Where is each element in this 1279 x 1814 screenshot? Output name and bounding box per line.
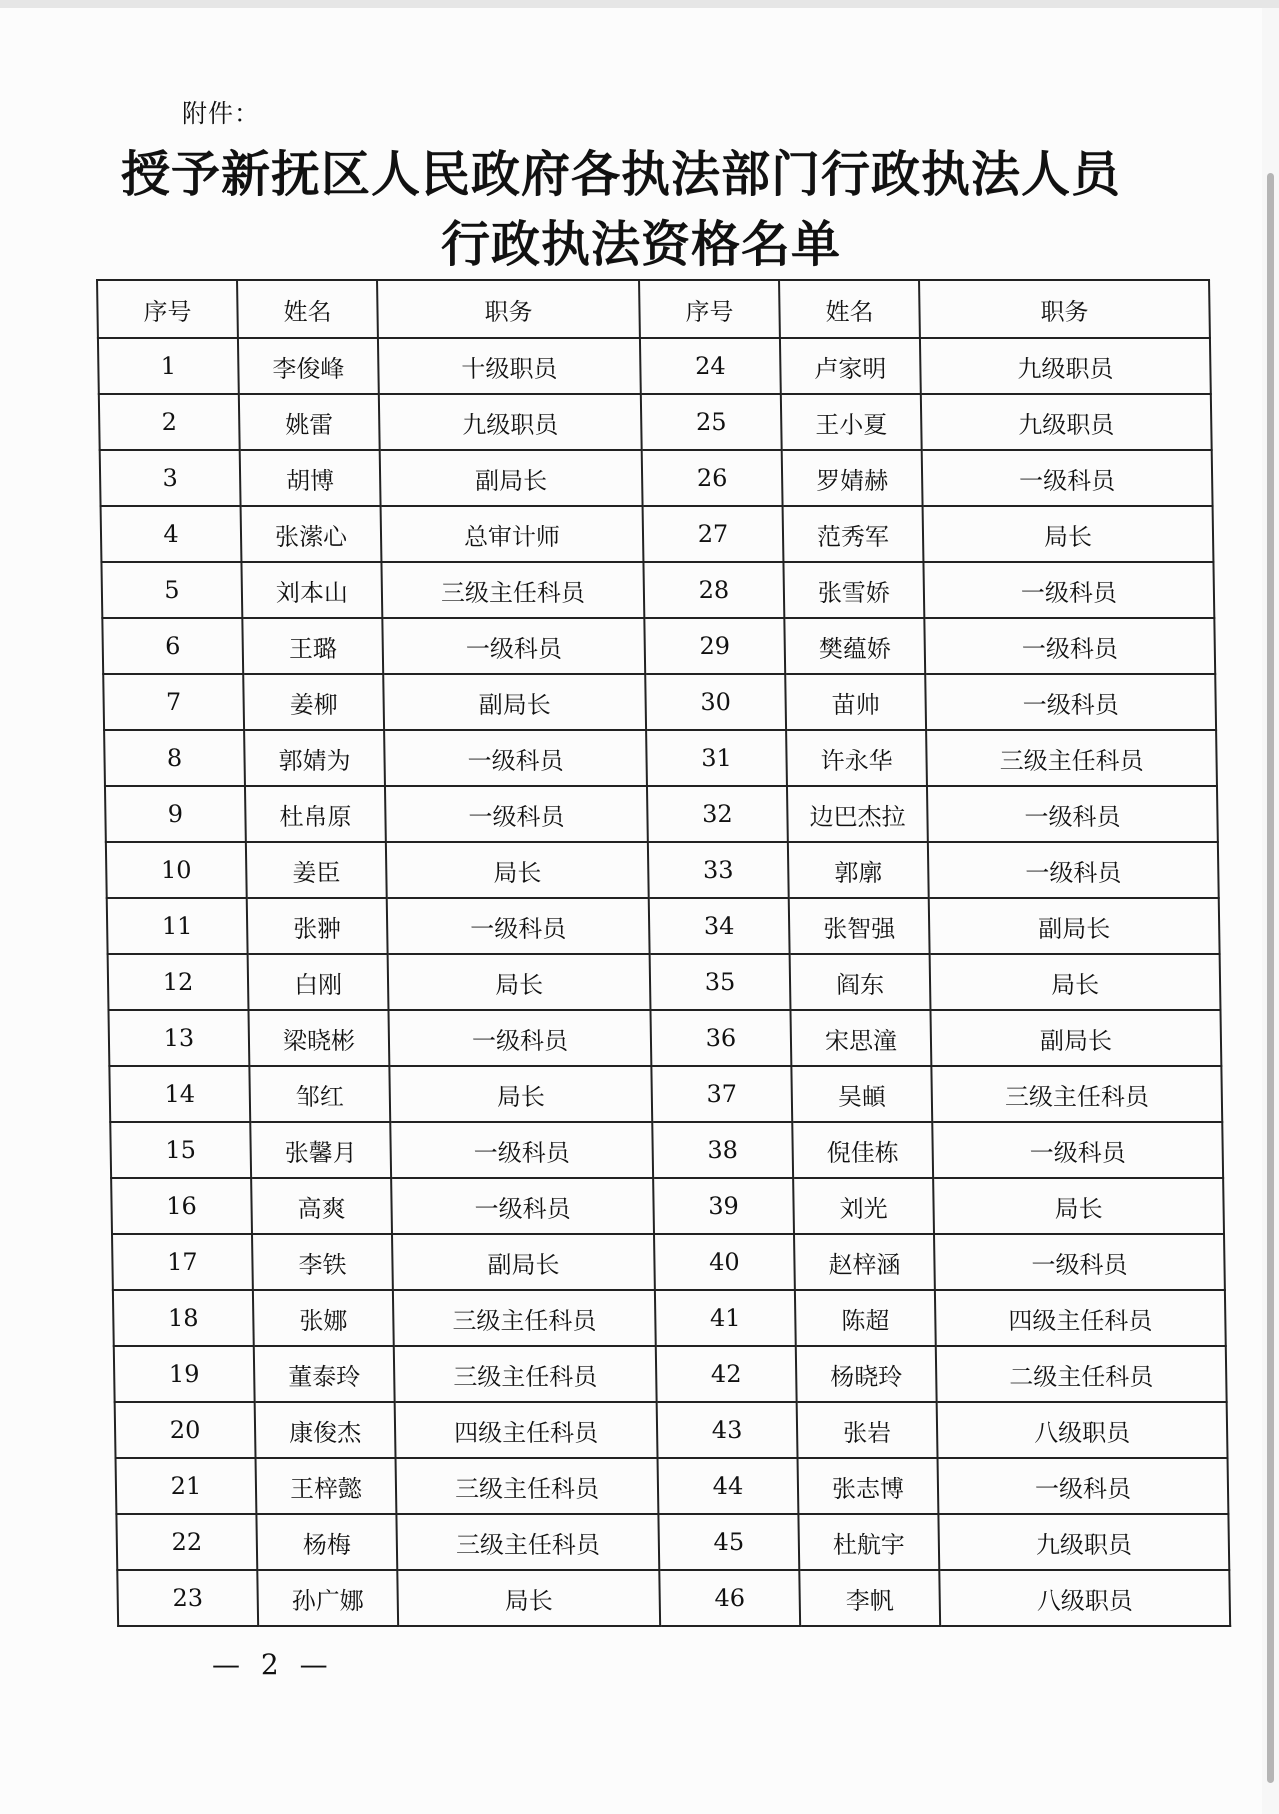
name-cell: 康俊杰 [255, 1402, 396, 1458]
seq-cell: 44 [658, 1458, 799, 1514]
seq-cell: 36 [650, 1010, 791, 1066]
table-row [106, 842, 1219, 898]
position-cell: 九级职员 [938, 1514, 1229, 1570]
position-cell: 一级科员 [387, 898, 650, 954]
seq-cell: 12 [108, 954, 249, 1010]
name-cell: 张娜 [253, 1290, 394, 1346]
name-cell: 董泰玲 [254, 1346, 395, 1402]
position-cell: 一级科员 [388, 1010, 651, 1066]
position-cell: 副局长 [380, 450, 643, 506]
position-cell: 三级主任科员 [381, 562, 644, 618]
name-cell: 邹红 [249, 1066, 390, 1122]
name-cell: 高爽 [251, 1178, 392, 1234]
name-cell: 许永华 [786, 730, 927, 786]
seq-cell: 27 [643, 506, 784, 562]
table-row [117, 1570, 1230, 1626]
name-cell: 宋思潼 [790, 1010, 931, 1066]
position-cell: 一级科员 [928, 842, 1219, 898]
name-cell: 胡博 [240, 450, 381, 506]
name-cell: 罗婧赫 [782, 450, 923, 506]
table-row [108, 1010, 1221, 1066]
table-row [102, 618, 1215, 674]
top-bar [0, 0, 1279, 8]
header-cell: 职务 [919, 280, 1210, 338]
position-cell: 副局长 [930, 1010, 1221, 1066]
seq-cell: 5 [101, 562, 242, 618]
position-cell: 一级科员 [922, 450, 1213, 506]
seq-cell: 41 [655, 1290, 796, 1346]
attachment-label: 附件： [182, 99, 261, 128]
name-cell: 姚雷 [239, 394, 380, 450]
name-cell: 倪佳栋 [792, 1122, 933, 1178]
personnel-table [96, 279, 1231, 1627]
table-row [104, 730, 1217, 786]
scrollbar-thumb[interactable] [1267, 173, 1274, 1783]
name-cell: 郭婧为 [244, 730, 385, 786]
name-cell: 边巴杰拉 [787, 786, 928, 842]
position-cell: 九级职员 [379, 394, 642, 450]
seq-cell: 3 [100, 450, 241, 506]
position-cell: 局长 [388, 954, 651, 1010]
position-cell: 三级主任科员 [926, 730, 1217, 786]
position-cell: 一级科员 [384, 730, 647, 786]
seq-cell: 37 [651, 1066, 792, 1122]
name-cell: 樊蕴娇 [784, 618, 925, 674]
position-cell: 三级主任科员 [931, 1066, 1222, 1122]
table-row [99, 394, 1212, 450]
name-cell: 杨梅 [256, 1514, 397, 1570]
name-cell: 张雪娇 [783, 562, 924, 618]
position-cell: 三级主任科员 [396, 1458, 659, 1514]
name-cell: 张岩 [797, 1402, 938, 1458]
name-cell: 赵梓涵 [794, 1234, 935, 1290]
seq-cell: 24 [640, 338, 781, 394]
position-cell: 一级科员 [390, 1122, 653, 1178]
seq-cell: 26 [642, 450, 783, 506]
position-cell: 一级科员 [391, 1178, 654, 1234]
position-cell: 一级科员 [385, 786, 648, 842]
seq-cell: 16 [111, 1178, 252, 1234]
seq-cell: 17 [112, 1234, 253, 1290]
position-cell: 三级主任科员 [396, 1514, 659, 1570]
name-cell: 范秀军 [783, 506, 924, 562]
seq-cell: 22 [116, 1514, 257, 1570]
name-cell: 孙广娜 [257, 1570, 398, 1626]
position-cell: 局长 [930, 954, 1221, 1010]
seq-cell: 32 [647, 786, 788, 842]
name-cell: 陈超 [795, 1290, 936, 1346]
name-cell: 刘本山 [241, 562, 382, 618]
name-cell: 王梓懿 [256, 1458, 397, 1514]
name-cell: 姜柳 [243, 674, 384, 730]
name-cell: 张潆心 [241, 506, 382, 562]
name-cell: 王璐 [242, 618, 383, 674]
table-row [110, 1122, 1223, 1178]
name-cell: 卢家明 [780, 338, 921, 394]
position-cell: 八级职员 [937, 1402, 1228, 1458]
seq-cell: 35 [650, 954, 791, 1010]
table-row [113, 1290, 1226, 1346]
name-cell: 杜帛原 [245, 786, 386, 842]
table-row [98, 338, 1211, 394]
table-row [114, 1346, 1227, 1402]
header-cell: 职务 [377, 280, 640, 338]
seq-cell: 14 [109, 1066, 250, 1122]
table-row [101, 562, 1214, 618]
position-cell: 九级职员 [920, 338, 1211, 394]
name-cell: 李铁 [252, 1234, 393, 1290]
document-title-line2: 行政执法资格名单 [440, 215, 841, 273]
position-cell: 九级职员 [921, 394, 1212, 450]
position-cell: 十级职员 [378, 338, 641, 394]
seq-cell: 30 [645, 674, 786, 730]
name-cell: 刘光 [793, 1178, 934, 1234]
position-cell: 三级主任科员 [393, 1290, 656, 1346]
document-page [0, 8, 1262, 1814]
name-cell: 白刚 [248, 954, 389, 1010]
seq-cell: 21 [116, 1458, 257, 1514]
seq-cell: 25 [641, 394, 782, 450]
seq-cell: 8 [104, 730, 245, 786]
position-cell: 一级科员 [923, 562, 1214, 618]
table-row [108, 954, 1221, 1010]
seq-cell: 45 [658, 1514, 799, 1570]
table-row [107, 898, 1220, 954]
seq-cell: 39 [653, 1178, 794, 1234]
seq-cell: 38 [652, 1122, 793, 1178]
seq-cell: 31 [646, 730, 787, 786]
name-cell: 姜臣 [246, 842, 387, 898]
table-row [100, 450, 1213, 506]
table-row [101, 506, 1214, 562]
position-cell: 一级科员 [934, 1234, 1225, 1290]
header-cell: 序号 [97, 280, 238, 338]
seq-cell: 11 [107, 898, 248, 954]
position-cell: 副局长 [383, 674, 646, 730]
seq-cell: 10 [106, 842, 247, 898]
position-cell: 四级主任科员 [395, 1402, 658, 1458]
seq-cell: 18 [113, 1290, 254, 1346]
table-row [109, 1066, 1222, 1122]
position-cell: 一级科员 [927, 786, 1218, 842]
position-cell: 八级职员 [939, 1570, 1230, 1626]
seq-cell: 29 [644, 618, 785, 674]
table-row [111, 1178, 1224, 1234]
seq-cell: 13 [108, 1010, 249, 1066]
seq-cell: 6 [102, 618, 243, 674]
header-cell: 序号 [639, 280, 780, 338]
seq-cell: 4 [101, 506, 242, 562]
name-cell: 梁晓彬 [248, 1010, 389, 1066]
seq-cell: 19 [114, 1346, 255, 1402]
name-cell: 李俊峰 [238, 338, 379, 394]
seq-cell: 15 [110, 1122, 251, 1178]
name-cell: 苗帅 [785, 674, 926, 730]
seq-cell: 23 [117, 1570, 258, 1626]
position-cell: 一级科员 [938, 1458, 1229, 1514]
name-cell: 张馨月 [250, 1122, 391, 1178]
position-cell: 局长 [923, 506, 1214, 562]
name-cell: 张志博 [798, 1458, 939, 1514]
name-cell: 杨晓玲 [796, 1346, 937, 1402]
seq-cell: 28 [643, 562, 784, 618]
seq-cell: 40 [654, 1234, 795, 1290]
header-cell: 姓名 [779, 280, 920, 338]
position-cell: 副局长 [929, 898, 1220, 954]
page-number: — 2 — [212, 1648, 334, 1681]
seq-cell: 43 [657, 1402, 798, 1458]
position-cell: 局长 [386, 842, 649, 898]
name-cell: 王小夏 [781, 394, 922, 450]
seq-cell: 42 [656, 1346, 797, 1402]
position-cell: 一级科员 [925, 674, 1216, 730]
table-row [105, 786, 1218, 842]
position-cell: 副局长 [392, 1234, 655, 1290]
header-cell: 姓名 [237, 280, 378, 338]
seq-cell: 20 [115, 1402, 256, 1458]
position-cell: 局长 [389, 1066, 652, 1122]
table-row [115, 1402, 1228, 1458]
seq-cell: 7 [103, 674, 244, 730]
seq-cell: 2 [99, 394, 240, 450]
seq-cell: 46 [659, 1570, 800, 1626]
position-cell: 一级科员 [382, 618, 645, 674]
position-cell: 总审计师 [381, 506, 644, 562]
name-cell: 张智强 [789, 898, 930, 954]
table-row [116, 1514, 1229, 1570]
vertical-scrollbar[interactable] [1262, 8, 1279, 1814]
seq-cell: 34 [649, 898, 790, 954]
position-cell: 局长 [397, 1570, 660, 1626]
position-cell: 四级主任科员 [935, 1290, 1226, 1346]
name-cell: 吴頔 [791, 1066, 932, 1122]
position-cell: 二级主任科员 [936, 1346, 1227, 1402]
table-row [112, 1234, 1225, 1290]
document-title-line1: 授予新抚区人民政府各执法部门行政执法人员 [120, 145, 1121, 203]
name-cell: 阎东 [790, 954, 931, 1010]
name-cell: 杜航宇 [798, 1514, 939, 1570]
position-cell: 局长 [933, 1178, 1224, 1234]
table-row [103, 674, 1216, 730]
seq-cell: 1 [98, 338, 239, 394]
seq-cell: 9 [105, 786, 246, 842]
name-cell: 李帆 [799, 1570, 940, 1626]
seq-cell: 33 [648, 842, 789, 898]
name-cell: 郭廓 [788, 842, 929, 898]
position-cell: 一级科员 [932, 1122, 1223, 1178]
position-cell: 一级科员 [924, 618, 1215, 674]
name-cell: 张翀 [247, 898, 388, 954]
table-row [116, 1458, 1229, 1514]
position-cell: 三级主任科员 [394, 1346, 657, 1402]
table-header-row [97, 280, 1210, 338]
